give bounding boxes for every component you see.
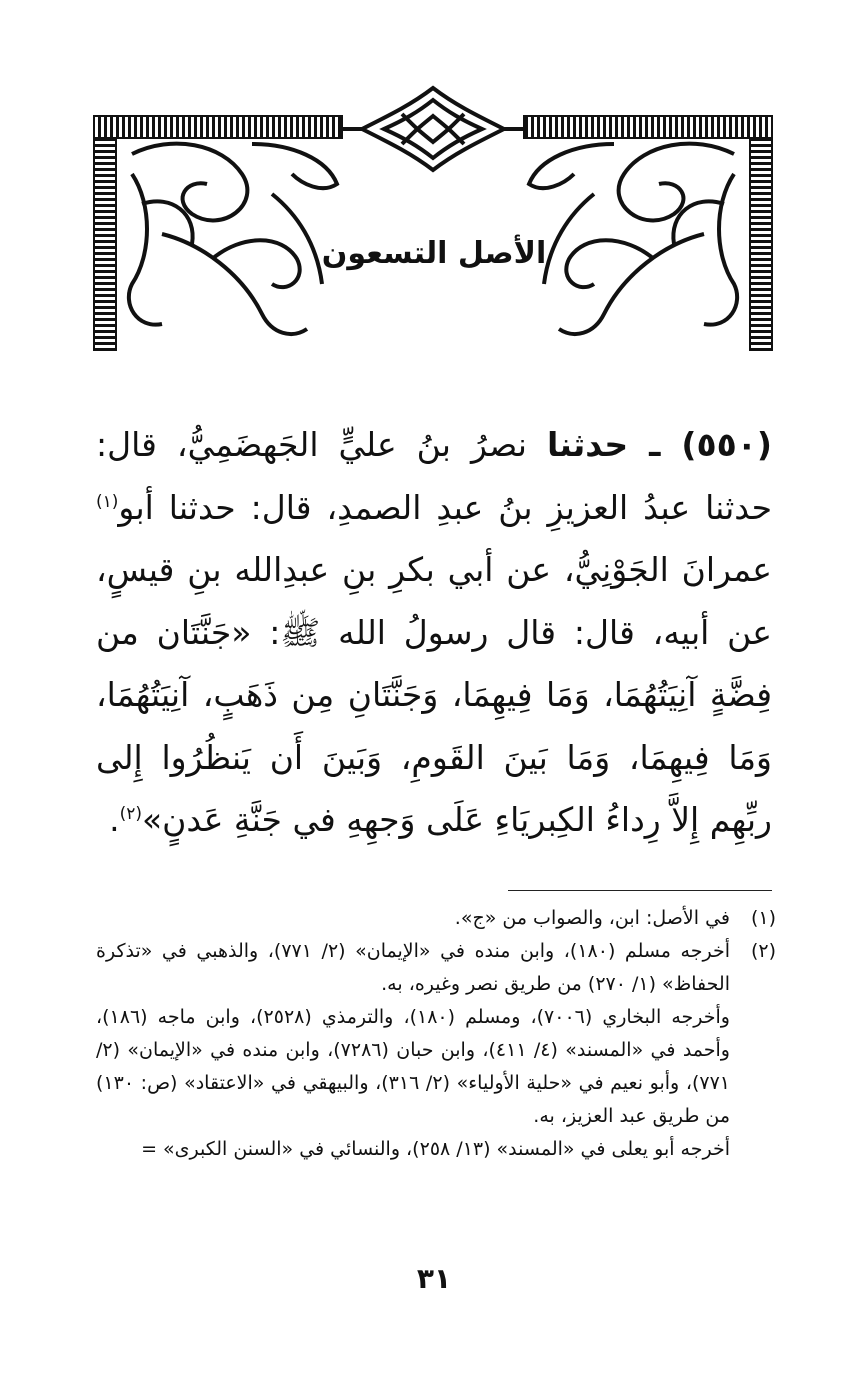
hadith-text-part-1: نصرُ بنُ عليٍّ الجَهضَمِيُّ، قال: حدثنا عبدُ العزيزِ بنُ عبدِ الصمدِ، قال: حدثنا أبو — [96, 425, 772, 527]
hadith-number: (٥٥٠) ـ حدثنا — [547, 425, 773, 464]
hadith-text — [96, 414, 772, 852]
footnotes — [96, 902, 776, 1166]
hadith-text-part-2: عمرانَ الجَوْنِيُّ، عن أبي بكرِ بنِ عبدِالله بنِ قيسٍ، عن أبيه، قال: قال رسولُ الله ﷺ: «جَنَّتَان من فِضَّةٍ آنِيَتُهُمَا، وَمَا فِيهِمَا، وَجَنَّتَانِ مِن ذَهَبٍ، آنِيَتُهُمَا، وَمَا فِيهِمَا، وَمَا بَينَ القَومِ، وَبَينَ أَن يَنظُرُوا إِلى ربِّهِم إِلاَّ رِداءُ الكِبريَاءِ عَلَى وَجهِهِ في جَنَّةِ عَدنٍ» — [96, 550, 772, 839]
hadith-text-end: . — [109, 800, 120, 839]
footnote-separator — [508, 890, 772, 891]
footnote-2-text: أخرجه مسلم (١٨٠)، وابن منده في «الإيمان» (٢/ ٧٧١)، والذهبي في «تذكرة الحفاظ» (١/ ٢٧٠) من طريق نصر وغيره، به. — [96, 940, 730, 995]
center-rosette-ornament — [342, 88, 524, 170]
chapter-title: الأصل التسعون — [321, 236, 547, 271]
footnote-2 — [96, 935, 776, 1001]
footnote-1 — [96, 902, 776, 935]
page-number: ٣١ — [416, 1262, 452, 1295]
footnote-ref-2[interactable]: (٢) — [119, 804, 142, 824]
footnote-1-number: (١) — [750, 907, 776, 929]
footnote-2-continuation-2: أخرجه أبو يعلى في «المسند» (١٣/ ٢٥٨)، والنسائي في «السنن الكبرى» = — [141, 1138, 730, 1160]
footnote-1-text: في الأصل: ابن، والصواب من «ج». — [454, 907, 730, 929]
footnote-ref-1[interactable]: (١) — [96, 491, 119, 512]
footnote-2-continuation-1: وأخرجه البخاري (٧٠٠٦)، ومسلم (١٨٠)، والترمذي (٢٥٢٨)، وابن ماجه (١٨٦)، وأحمد في «المسند» (٤/ ٤١١)، وابن حبان (٧٢٨٦)، وابن منده في «الإيمان» (٢/ ٧٧١)، وأبو نعيم في «حلية الأولياء» (٢/ ٣١٦)، والبيهقي في «الاعتقاد» (ص: ١٣٠) من طريق عبد العزيز، به. — [96, 1006, 730, 1127]
right-corner-ornament — [524, 116, 772, 350]
footnote-2-number: (٢) — [750, 940, 776, 962]
arabesque-header-ornament — [92, 84, 774, 352]
left-corner-ornament — [94, 116, 342, 350]
